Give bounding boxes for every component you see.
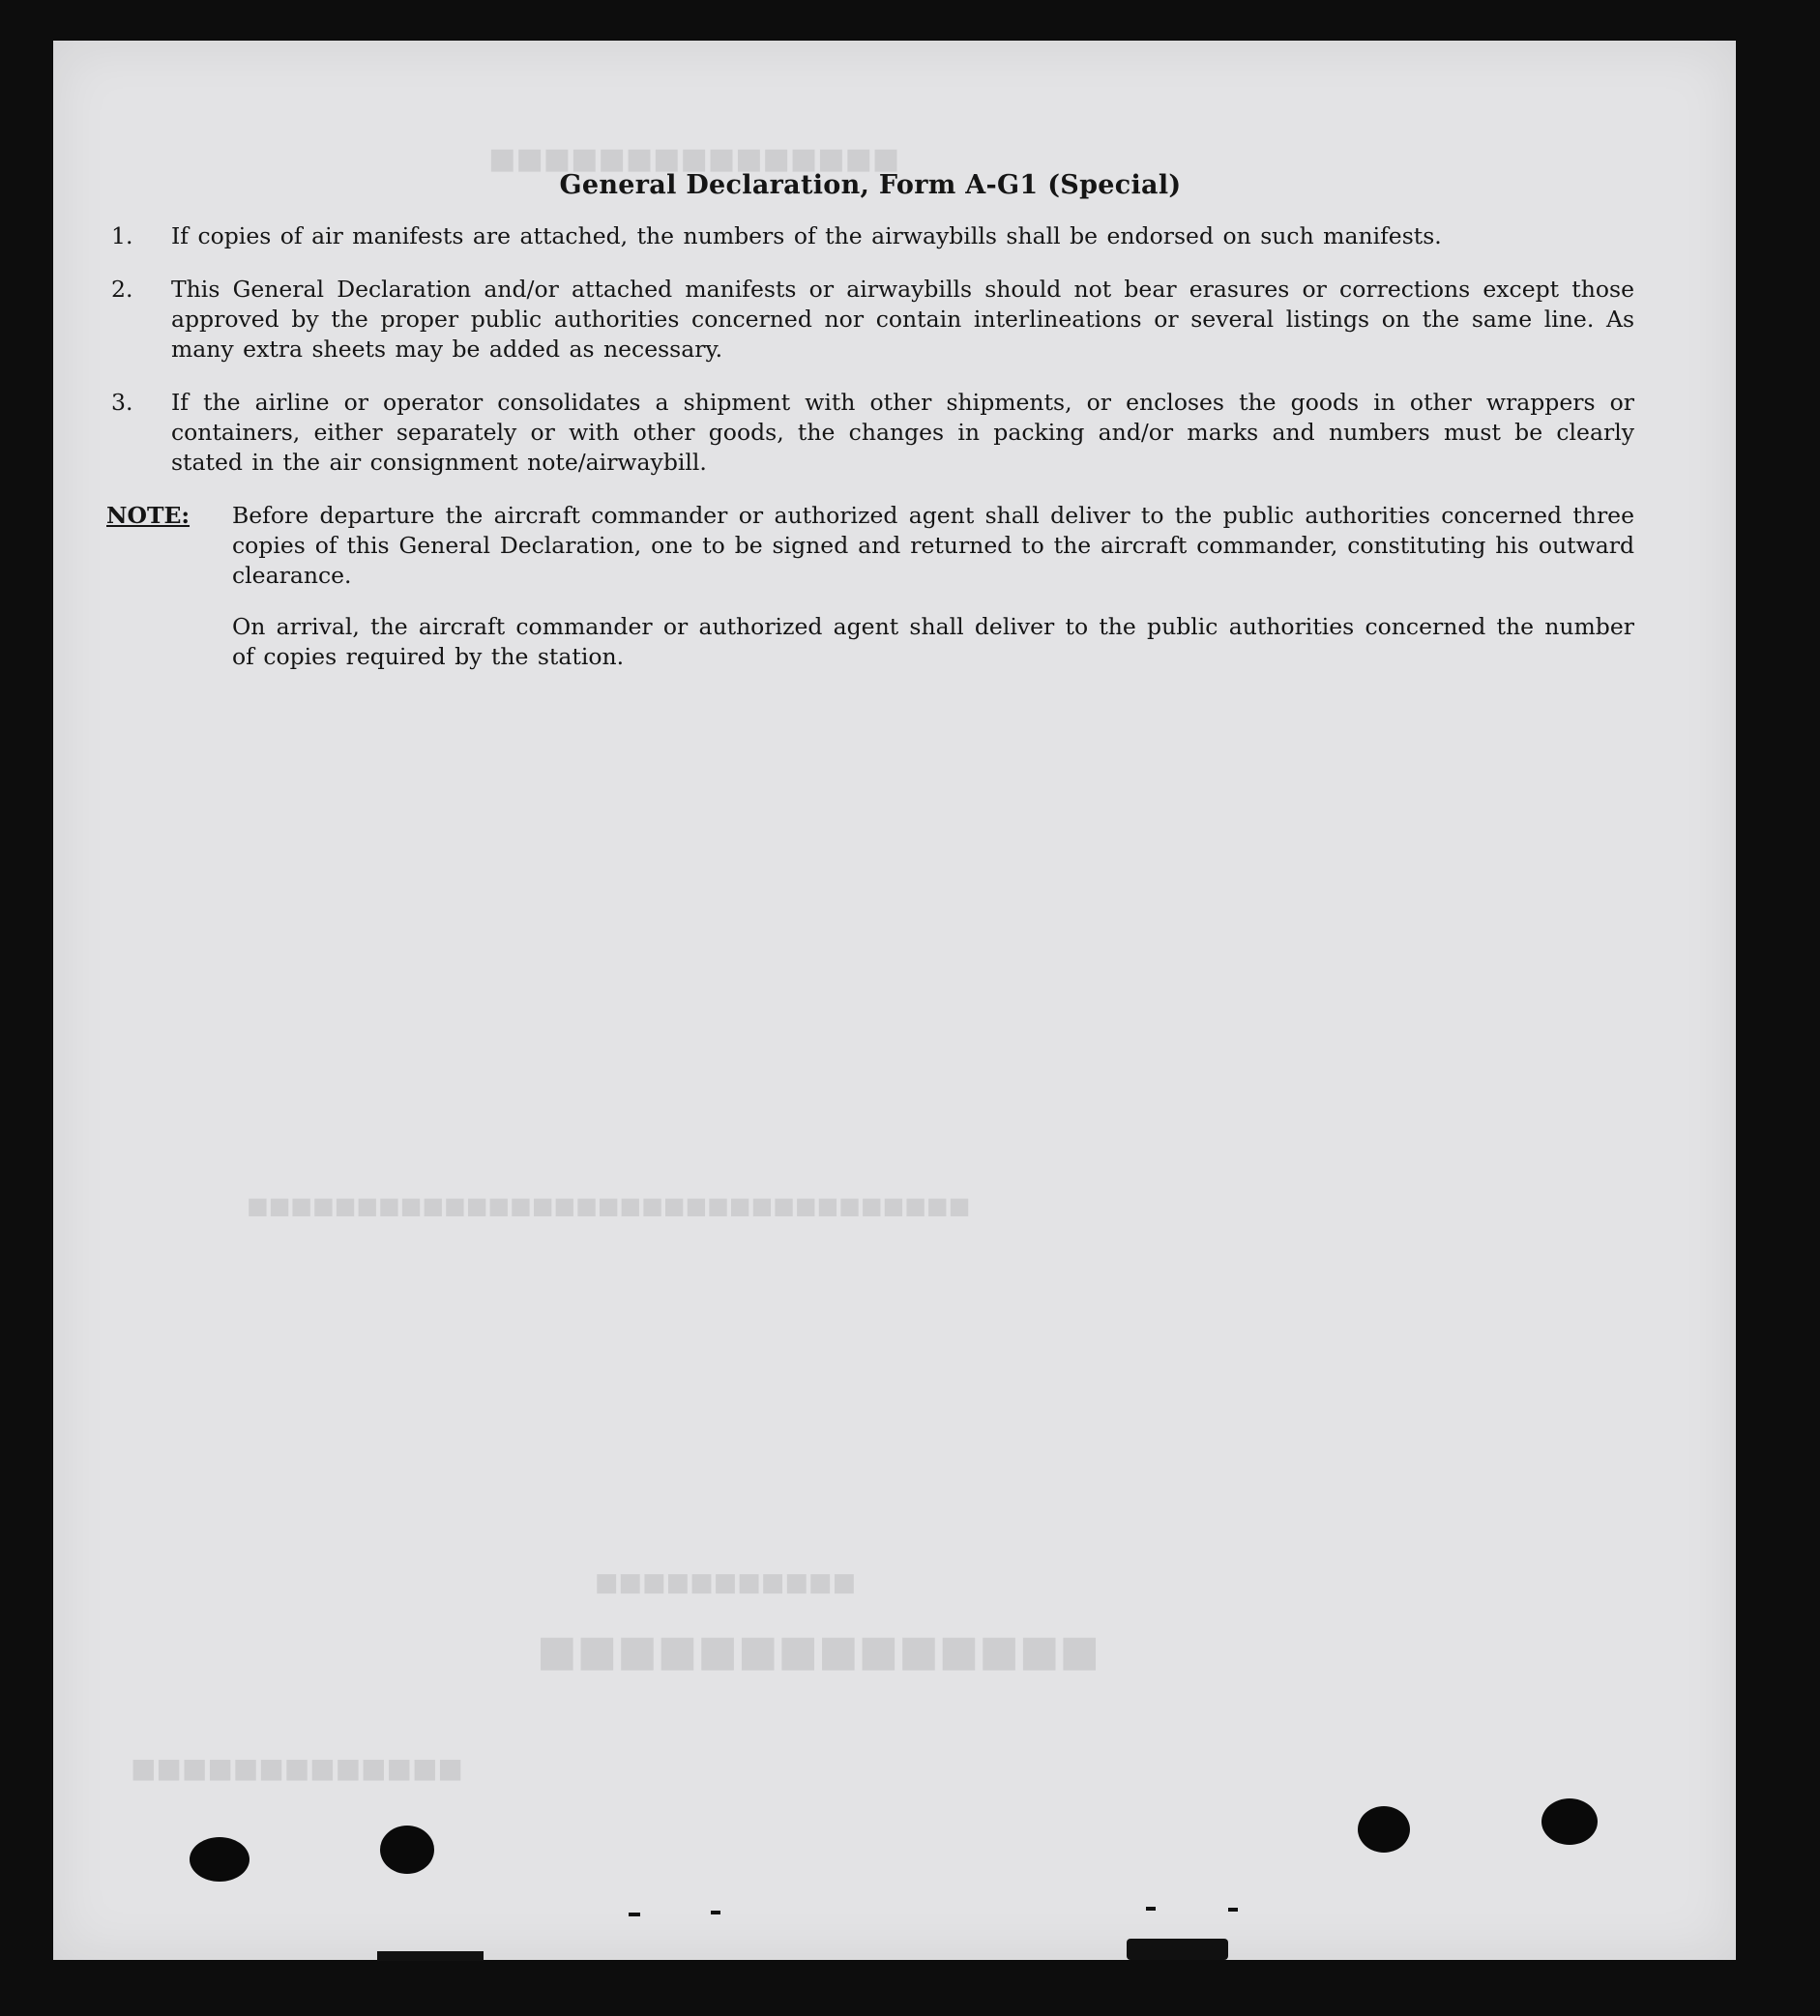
bleed-through-text: ■■■■■■■■■■■■■■■ (488, 142, 900, 176)
instructions-content (106, 170, 1634, 672)
scan-mark (1127, 1939, 1228, 1960)
scan-mark (629, 1913, 640, 1916)
item-text: If copies of air manifests are attached, the numbers of the airwaybills shall be endorsed on such manifests. (171, 222, 1442, 249)
punch-hole (380, 1826, 434, 1874)
bleed-through-text: ■■■■■■■■■■■ (595, 1568, 857, 1597)
bleed-through-text: ■■■■■■■■■■■■■■■■■■■■■■■■■■■■■■■■■ (247, 1191, 971, 1219)
bleed-through-text: ■■■■■■■■■■■■■■ (537, 1626, 1101, 1676)
item-text: If the airline or operator consolidates a shipment with other shipments, or encloses the goods in other wrappers or containers, either separately or with other goods, the changes in packing and/or marks and numbers must be clearly stated in the air consignment note/airwaybill. (171, 389, 1634, 476)
item-number: 3. (111, 389, 133, 416)
instruction-item-1 (106, 221, 1634, 251)
punch-hole (190, 1837, 250, 1882)
scan-mark (1146, 1907, 1156, 1911)
scan-mark (1228, 1908, 1238, 1912)
item-number: 1. (111, 222, 133, 249)
scan-mark (711, 1911, 720, 1914)
scan-mark (377, 1951, 484, 1961)
note-paragraph: Before departure the aircraft commander or authorized agent shall deliver to the public authorities concerned three copies of this General Declaration, one to be signed and returned to the aircraft commander, constituting his outward clearance. (232, 502, 1634, 589)
note-block (106, 501, 1634, 591)
item-number: 2. (111, 276, 133, 303)
punch-hole (1541, 1798, 1598, 1845)
note-label: NOTE: (106, 502, 191, 529)
item-text: This General Declaration and/or attached manifests or airwaybills should not bear erasures or corrections except those approved by the proper public authorities concerned nor contain interlineations or several listings on the same line. As many extra sheets may be added as necessary. (171, 276, 1634, 363)
instruction-item-2 (106, 275, 1634, 365)
instruction-item-3 (106, 388, 1634, 478)
punch-hole (1358, 1806, 1410, 1853)
bleed-through-text: ■■■■■■■■■■■■■ (131, 1752, 463, 1784)
note-paragraph: On arrival, the aircraft commander or authorized agent shall deliver to the public authorities concerned the number of copies required by the station. (232, 613, 1634, 670)
page-title: General Declaration, Form A-G1 (Special) (559, 170, 1182, 200)
